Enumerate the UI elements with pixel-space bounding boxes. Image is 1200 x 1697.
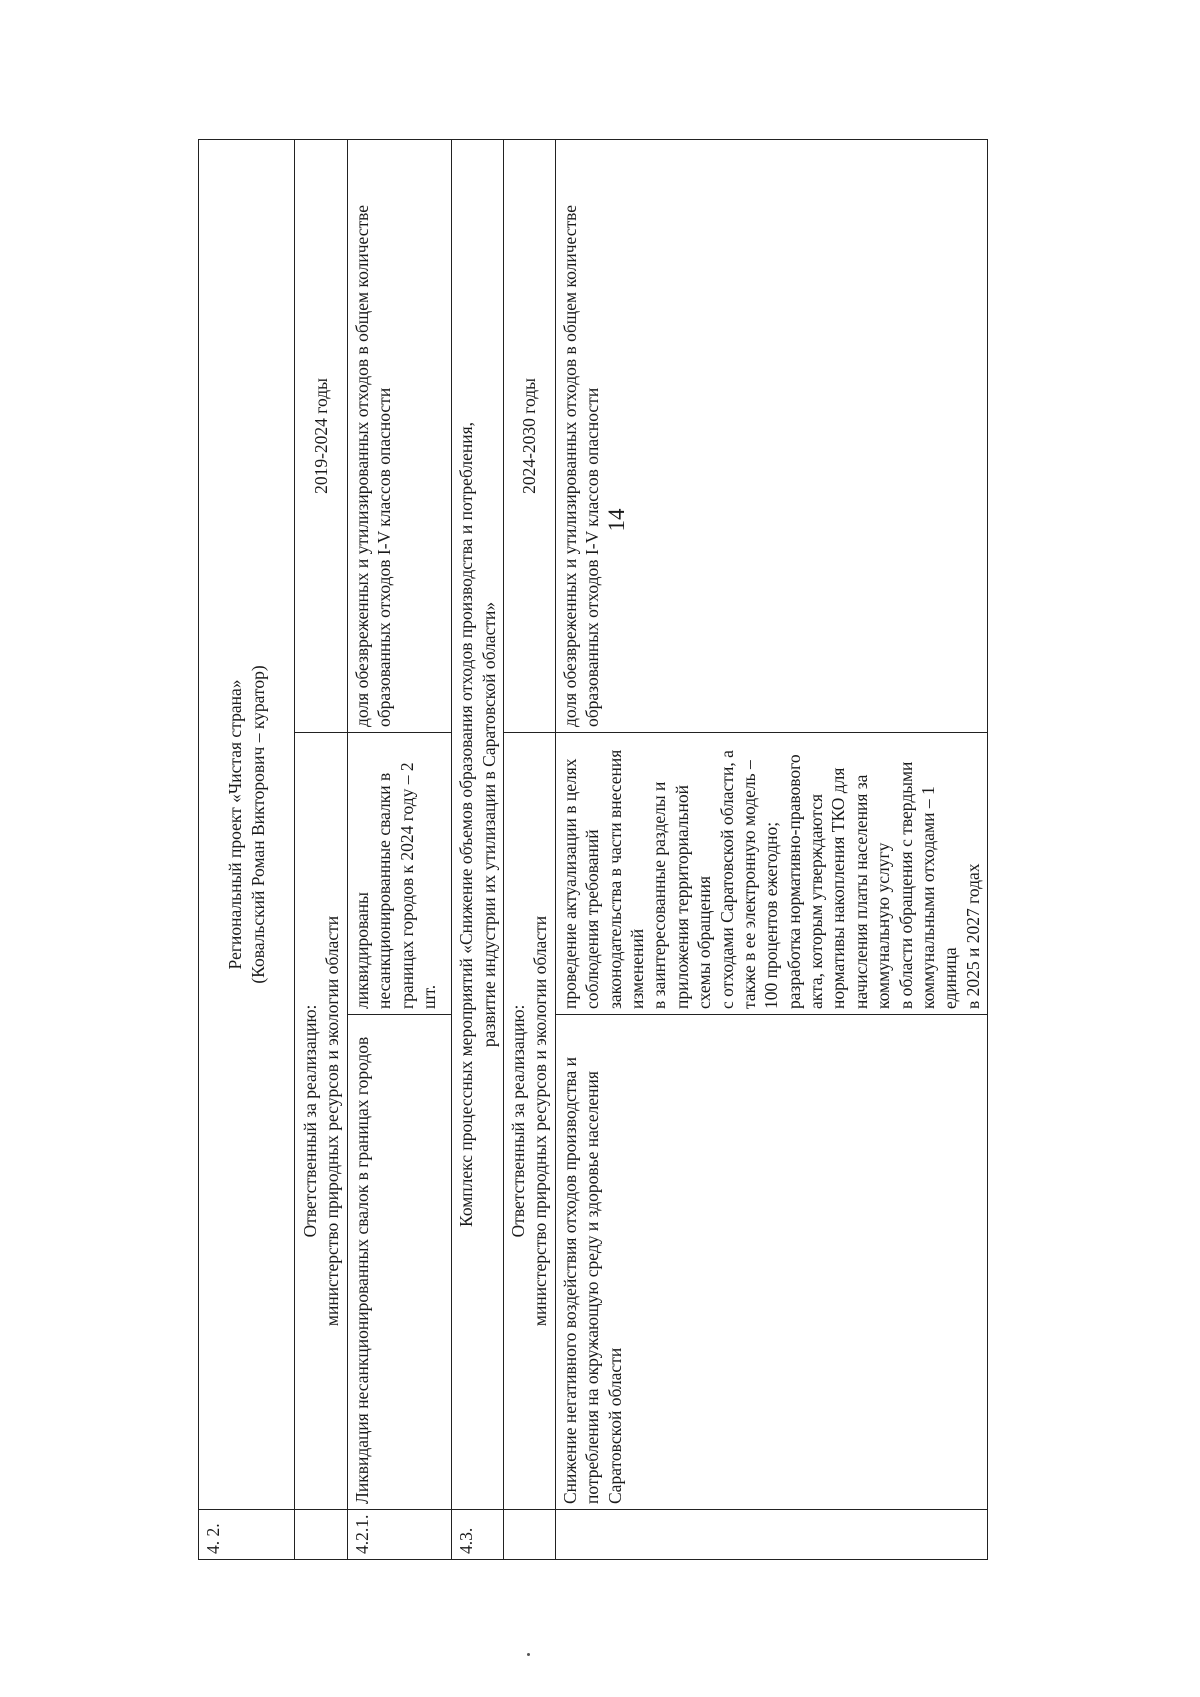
- period-cell: 2019-2024 годы: [295, 139, 348, 732]
- row-indicator: доля обезвреженных и утилизированных отходов в общем количестве образованных отходов I-V классов опасности: [555, 139, 987, 732]
- responsible-label: Ответственный за реализацию:: [508, 1004, 528, 1238]
- responsible-row: [295, 139, 348, 1559]
- empty-number-cell: [504, 1510, 556, 1560]
- row-number: [555, 1510, 987, 1560]
- table-row: [348, 139, 452, 1559]
- responsible-cell: [295, 733, 348, 1510]
- rotated-table-frame: [198, 140, 983, 1560]
- scan-speck: [527, 1653, 530, 1656]
- row-number: 4.2.1.: [348, 1510, 452, 1560]
- section-number: 4.3.: [452, 1510, 504, 1560]
- period-cell: 2024-2030 годы: [504, 139, 556, 732]
- section-title: Комплекс процессных мероприятий «Снижение объемов образования отходов производства и потребления, развитие индустрии их утилизации в Саратовской области»: [452, 139, 504, 1509]
- program-table: [198, 139, 988, 1560]
- section-number: 4. 2.: [199, 1510, 295, 1560]
- empty-number-cell: [295, 1510, 348, 1560]
- responsible-org: министерство природных ресурсов и экологии области: [322, 915, 342, 1327]
- table-row: [555, 139, 987, 1559]
- responsible-cell: [504, 733, 556, 1510]
- row-result: проведение актуализации в целях соблюдения требований законодательства в части внесения изменений в заинтересованные разделы и приложения территориальной схемы обращения с отходами Саратовской области, а также в ее электронную модель – 100 процентов ежегодно; разработка нормативно-правового акта, которым утверждаются нормативы накопления ТКО для начисления платы населения за коммунальную услугу в области обращения с твердыми коммунальными отходами – 1 единица в 2025 и 2027 годах: [555, 733, 987, 1015]
- row-task: Снижение негативного воздействия отходов производства и потребления на окружающую среду и здоровье населения Саратовской области: [555, 1015, 987, 1510]
- section-header-row: [452, 139, 504, 1559]
- page-number: 14: [604, 508, 629, 532]
- section-title: Региональный проект «Чистая страна» (Ковальский Роман Викторович – куратор): [199, 139, 295, 1509]
- responsible-org: министерство природных ресурсов и экологии области: [530, 915, 551, 1327]
- row-task: Ликвидация несанкционированных свалок в границах городов: [348, 1015, 452, 1510]
- responsible-label: Ответственный за реализацию:: [299, 1004, 320, 1238]
- responsible-row: [504, 139, 556, 1559]
- row-indicator: доля обезвреженных и утилизированных отходов в общем количестве образованных отходов I-V классов опасности: [348, 139, 452, 732]
- section-header-row: [199, 139, 295, 1559]
- row-result: ликвидированы несанкционированные свалки в границах городов к 2024 году – 2 шт.: [348, 733, 452, 1015]
